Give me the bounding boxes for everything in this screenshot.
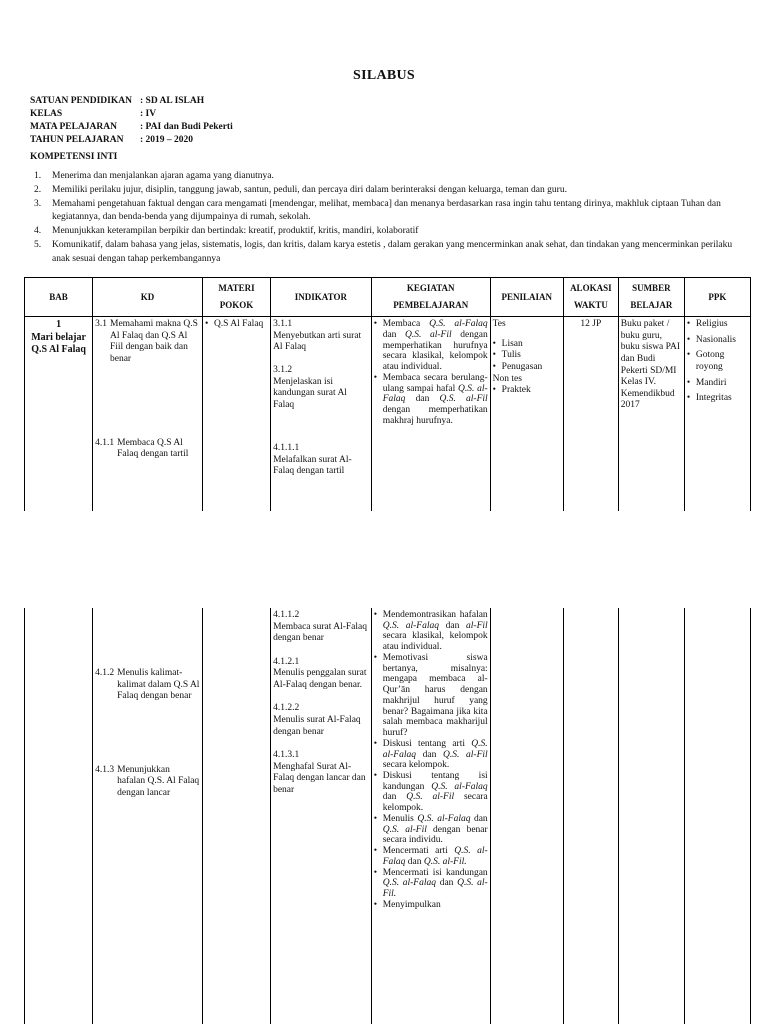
indikator-item: 4.1.1.2 Membaca surat Al-Falaq dengan benar xyxy=(273,610,367,644)
bullet-icon: • xyxy=(373,610,378,620)
kd-item xyxy=(95,438,200,461)
kd-item xyxy=(95,765,200,800)
header-sumber: SUMBER BELAJAR xyxy=(618,278,684,317)
header-penilaian: PENILAIAN xyxy=(490,278,563,317)
kd-number: 4.1.2 xyxy=(95,668,115,678)
info-row xyxy=(30,96,233,109)
list-item xyxy=(34,225,746,239)
cell-ppk xyxy=(684,317,750,511)
info-value: : PAI dan Budi Pekerti xyxy=(140,122,233,132)
table-row xyxy=(25,608,751,1024)
list-item xyxy=(374,319,488,373)
table-header-row xyxy=(25,278,751,317)
header-kegiatan: KEGIATAN PEMBELAJARAN xyxy=(371,278,490,317)
list-text: Diskusi tentang isi kandungan Q.S. al-Falaq dan Q.S. al-Fil secara kelompok. xyxy=(382,771,488,814)
list-item: • Tulis xyxy=(492,350,521,361)
info-value: : 2019 – 2020 xyxy=(140,135,194,145)
syllabus-table xyxy=(24,277,751,511)
kd-number: 3.1 xyxy=(95,319,107,330)
bullet-icon: • xyxy=(373,771,378,782)
cell-ppk xyxy=(684,608,750,1024)
bullet-icon: • xyxy=(492,361,496,372)
list-text: Menulis Q.S. al-Falaq dan Q.S. al-Fil dengan benar secara individu. xyxy=(382,813,488,846)
list-text: Mencermati arti Q.S. al-Falaq dan Q.S. al-Fil. xyxy=(382,846,488,867)
list-item xyxy=(374,771,488,814)
indikator-item: 4.1.2.1 Menulis penggalan surat Al-Falaq dengan benar. xyxy=(273,656,367,690)
bullet-icon: • xyxy=(492,385,496,396)
cell-penilaian xyxy=(490,608,563,1024)
penilaian-nontes: Non tes xyxy=(492,373,522,384)
list-item xyxy=(374,900,488,911)
cell-penilaian xyxy=(490,317,563,511)
cell-bab: 1 Mari belajar Q.S Al Falaq xyxy=(25,317,93,511)
header-materi: MATERI POKOK xyxy=(202,278,270,317)
bullet-icon: • xyxy=(373,899,378,910)
list-number: 2. xyxy=(34,184,42,195)
indikator-item: 4.1.1.1 Melafalkan surat Al-Falaq dengan tartil xyxy=(273,443,352,477)
info-row xyxy=(30,135,233,148)
ki-list xyxy=(34,170,746,266)
list-item: • Penugasan xyxy=(492,361,543,372)
kd-item xyxy=(95,319,200,365)
bullet-icon: • xyxy=(373,319,378,330)
list-text: Menerima dan menjalankan ajaran agama yang dianutnya. xyxy=(52,171,274,181)
info-key: TAHUN PELAJARAN xyxy=(30,135,124,145)
bullet-icon: • xyxy=(373,846,378,857)
list-item: • Gotong royong xyxy=(686,350,725,372)
cell-indikator xyxy=(271,317,372,511)
list-text: Komunikatif, dalam bahasa yang jelas, sistematis, logis, dan kritis, dalam karya estetis , dalam gerakan yang mencerminkan anak sehat, dan tindakan yang mencerminkan perilaku anak sesuai dengan tahap perkembangannya xyxy=(52,239,733,264)
list-item: • Mandiri xyxy=(686,377,727,388)
list-text: Menunjukkan keterampilan berpikir dan bertindak: kreatif, produktif, kritis, mandiri, kolaboratif xyxy=(52,226,419,237)
list-text: Menyimpulkan xyxy=(382,899,441,910)
info-row xyxy=(30,122,233,135)
list-text: Diskusi tentang arti Q.S. al-Falaq dan Q.S. al-Fil secara kelompok. xyxy=(382,738,488,771)
header-indikator: INDIKATOR xyxy=(271,278,372,317)
list-item xyxy=(374,739,488,771)
cell-kd xyxy=(93,608,203,1024)
list-item xyxy=(374,610,488,653)
indikator-item: 4.1.2.2 Menulis surat Al-Falaq dengan benar xyxy=(273,703,361,737)
header-bab: BAB xyxy=(25,278,93,317)
list-number: 1. xyxy=(34,171,42,181)
list-text: Membaca Q.S. al-Falaq dan Q.S. al-Fil dengan memperhatikan hurufnya secara klasikal, kelompok atau individual. xyxy=(382,319,488,373)
cell-materi xyxy=(202,608,270,1024)
list-item: • Religius xyxy=(686,319,728,330)
list-item: • Lisan xyxy=(492,338,523,349)
penilaian-heading: Tes xyxy=(492,319,506,330)
list-text: Q.S Al Falaq xyxy=(213,319,264,330)
list-item xyxy=(374,653,488,739)
bullet-icon: • xyxy=(686,319,691,330)
bullet-icon: • xyxy=(373,813,378,824)
info-key: MATA PELAJARAN xyxy=(30,122,117,132)
kd-text: Membaca Q.S Al Falaq dengan tartil xyxy=(117,437,189,460)
list-number: 3. xyxy=(34,198,42,209)
cell-indikator xyxy=(271,608,372,1024)
kd-text: Memahami makna Q.S Al Falaq dan Q.S Al Fiil dengan baik dan benar xyxy=(110,319,198,364)
info-value: : IV xyxy=(140,109,157,119)
header-kd: KD xyxy=(93,278,203,317)
info-value: : SD AL ISLAH xyxy=(140,96,205,106)
cell-kd xyxy=(93,317,203,511)
indikator-item: 3.1.2 Menjelaskan isi kandungan surat Al Falaq xyxy=(273,364,347,410)
list-item xyxy=(205,319,268,331)
info-key: SATUAN PENDIDIKAN xyxy=(30,96,132,106)
bullet-icon: • xyxy=(204,319,209,330)
list-item: • Integritas xyxy=(686,393,732,404)
cell-kegiatan xyxy=(371,608,490,1024)
cell-kegiatan xyxy=(371,317,490,511)
bullet-icon: • xyxy=(686,350,691,361)
kd-text: Menunjukkan hafalan Q.S. Al Falaq dengan lancar xyxy=(117,764,200,798)
list-item xyxy=(34,170,746,184)
kd-item xyxy=(95,668,200,703)
cell-bab xyxy=(25,608,93,1024)
list-number: 4. xyxy=(34,226,42,237)
document-title: SILABUS xyxy=(352,68,416,83)
bullet-icon: • xyxy=(492,338,496,349)
bullet-icon: • xyxy=(373,652,378,663)
cell-materi xyxy=(202,317,270,511)
bullet-icon: • xyxy=(373,372,378,383)
cell-sumber xyxy=(618,608,684,1024)
list-item: • Nasionalis xyxy=(686,334,736,345)
bullet-icon: • xyxy=(686,377,691,388)
cell-alokasi xyxy=(563,608,618,1024)
list-text: Memahami pengetahuan faktual dengan cara mengamati [mendengar, melihat, membaca] dan menanya berdasarkan rasa ingin tahu tentang dirinya, makhluk ciptaan Tuhan dan kegiatannya, dan benda-benda yang dijumpainya di rumah, sekolah. xyxy=(52,198,721,223)
kd-number: 4.1.1 xyxy=(95,437,115,448)
bullet-icon: • xyxy=(373,867,378,878)
bullet-icon: • xyxy=(686,393,691,404)
cell-alokasi: 12 JP xyxy=(563,317,618,511)
cell-sumber: Buku paket / buku guru, buku siswa PAI dan Budi Pekerti SD/MI Kelas IV. Kemendikbud 2017 xyxy=(618,317,684,511)
header-alokasi: ALOKASI WAKTU xyxy=(563,278,618,317)
list-item xyxy=(34,184,746,198)
kd-number: 4.1.3 xyxy=(95,764,115,775)
table-row xyxy=(25,317,751,511)
bullet-icon: • xyxy=(686,334,691,345)
list-item xyxy=(34,198,746,226)
ki-heading: KOMPETENSI INTI xyxy=(30,152,118,162)
bullet-icon: • xyxy=(373,738,378,749)
bullet-icon: • xyxy=(492,350,496,361)
list-item xyxy=(374,373,488,427)
list-text: Memotivasi siswa bertanya, misalnya: mengapa membaca al-Qur’ān harus dengan makhrijul huruf yang benar? Bagaimana jika kita salah membaca makharijul huruf? xyxy=(382,652,488,739)
info-row xyxy=(30,109,233,122)
syllabus-table-continued xyxy=(24,608,751,1024)
kd-text: Menulis kalimat-kalimat dalam Q.S Al Falaq dengan benar xyxy=(117,668,200,702)
indikator-item: 4.1.3.1 Menghafal Surat Al-Falaq dengan lancar dan benar xyxy=(273,750,366,795)
list-text: Membaca secara berulang-ulang sampai hafal Q.S. al-Falaq dan Q.S. al-Fil dengan memperhatikan makhraj hurufnya. xyxy=(382,372,488,426)
list-text: Mendemontrasikan hafalan Q.S. al-Falaq dan al-Fil secara klasikal, kelompok atau individual. xyxy=(382,610,488,653)
list-item xyxy=(374,846,488,867)
list-text: Memiliki perilaku jujur, disiplin, tanggung jawab, santun, peduli, dan percaya diri dalam berinteraksi dengan keluarga, teman dan guru. xyxy=(52,184,567,195)
list-item xyxy=(374,814,488,846)
indikator-item: 3.1.1 Menyebutkan arti surat Al Falaq xyxy=(273,319,362,353)
list-item xyxy=(34,239,746,267)
list-item xyxy=(374,868,488,900)
list-number: 5. xyxy=(34,239,42,250)
header-ppk: PPK xyxy=(684,278,750,317)
list-text: Mencermati isi kandungan Q.S. al-Falaq dan Q.S. al-Fil. xyxy=(382,867,488,900)
info-key: KELAS xyxy=(30,109,63,119)
identity-block xyxy=(30,96,233,148)
list-item: • Praktek xyxy=(492,385,531,396)
